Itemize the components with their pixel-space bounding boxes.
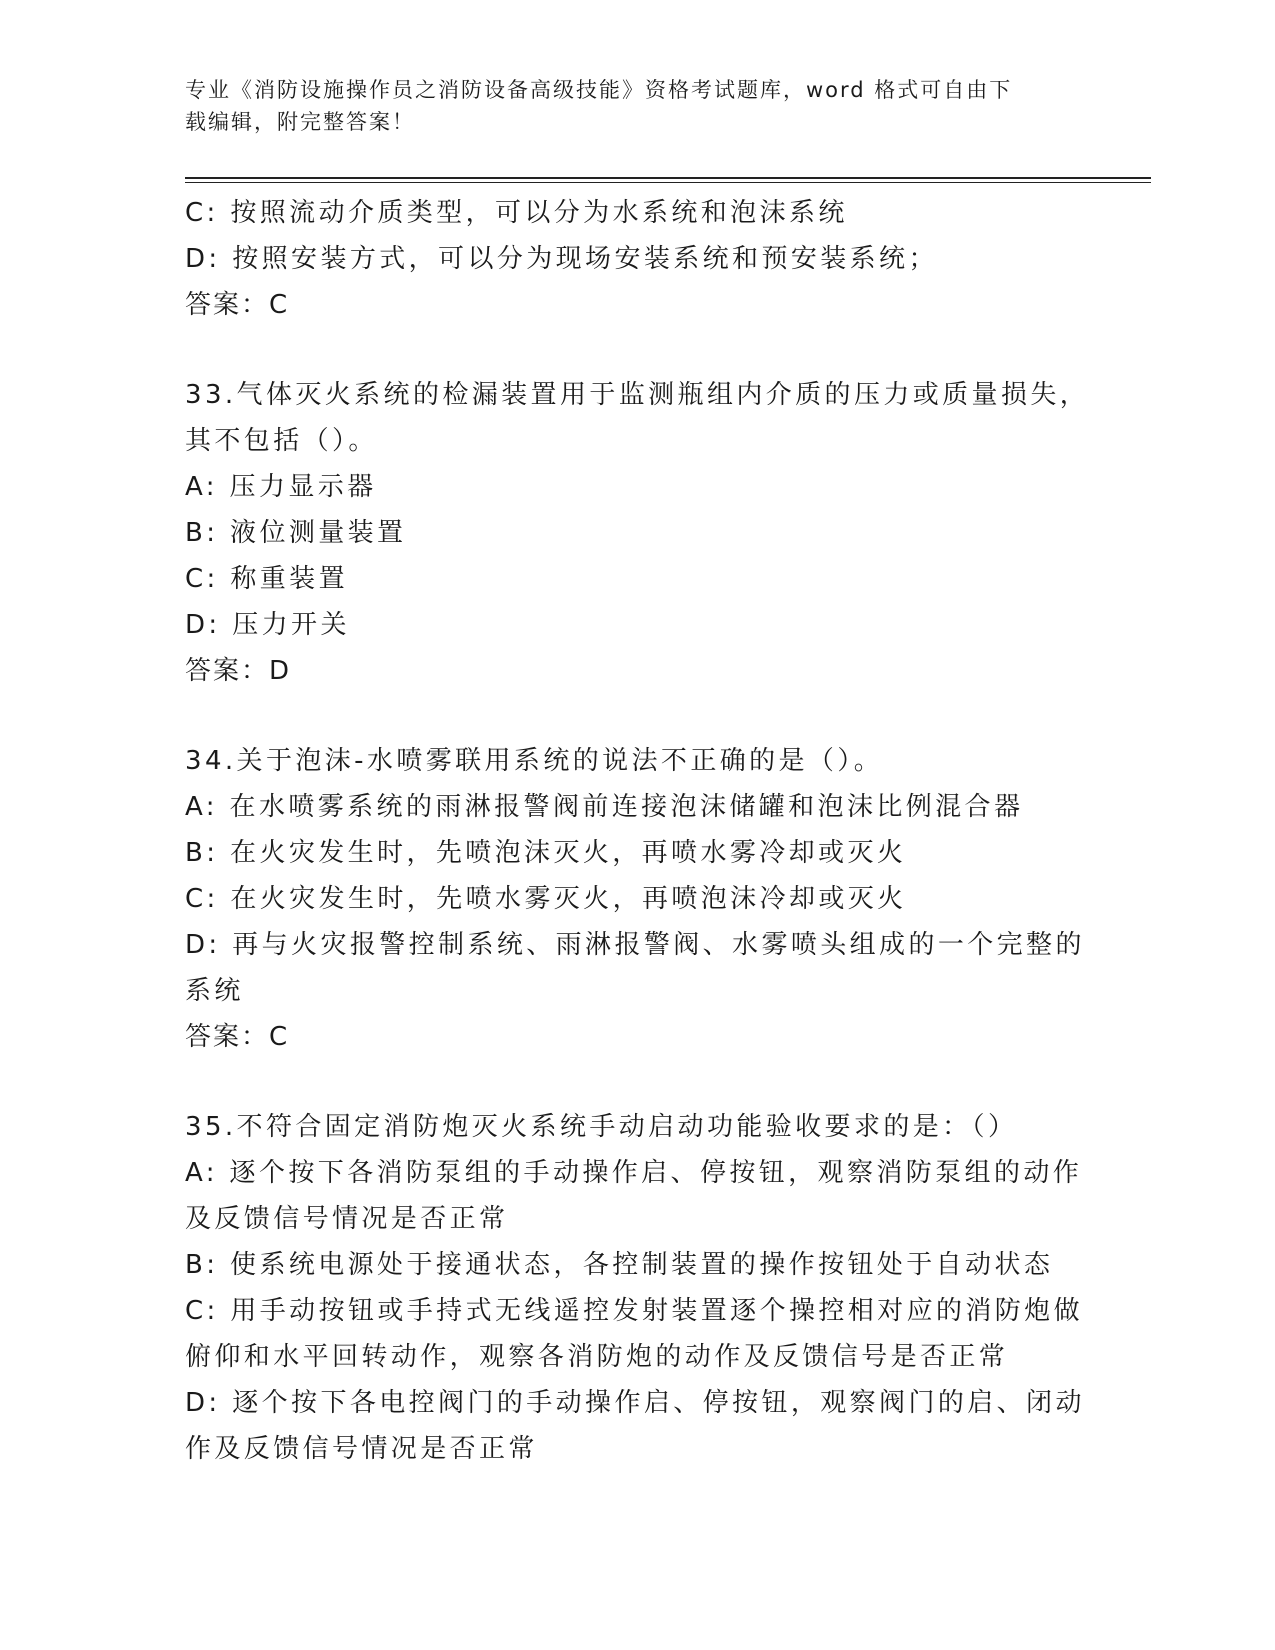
question-35-block: [185, 1104, 1085, 1472]
question-stem: 35.不符合固定消防炮灭火系统手动启动功能验收要求的是：（）: [185, 1112, 1018, 1142]
option-d: D: 逐个按下各电控阀门的手动操作启、停按钮，观察阀门的启、闭动: [185, 1388, 1085, 1418]
option-b: B: 使系统电源处于接通状态，各控制装置的操作按钮处于自动状态: [185, 1250, 1054, 1280]
header-rule-thin: [185, 182, 1151, 183]
option-b: B: 液位测量装置: [185, 518, 407, 548]
option-a: A: 压力显示器: [185, 472, 377, 502]
option-c-cont: 俯仰和水平回转动作，观察各消防炮的动作及反馈信号是否正常: [185, 1342, 1009, 1372]
option-c: C: 称重装置: [185, 564, 348, 594]
option-d-cont: 系统: [185, 976, 244, 1006]
answer-line: 答案：D: [185, 656, 292, 686]
option-c: C: 用手动按钮或手持式无线遥控发射装置逐个操控相对应的消防炮做: [185, 1296, 1083, 1326]
option-a-cont: 及反馈信号情况是否正常: [185, 1204, 509, 1234]
question-stem: 33.气体灭火系统的检漏装置用于监测瓶组内介质的压力或质量损失，: [185, 380, 1090, 410]
page-header: [185, 74, 1065, 138]
header-line-2: 载编辑，附完整答案！: [185, 110, 415, 134]
answer-line: 答案：C: [185, 1022, 290, 1052]
question-34-block: [185, 738, 1085, 1060]
question-stem: 34.关于泡沫-水喷雾联用系统的说法不正确的是（）。: [185, 746, 884, 776]
question-33-block: [185, 372, 1090, 694]
option-d: D: 压力开关: [185, 610, 350, 640]
option-d: D: 按照安装方式，可以分为现场安装系统和预安装系统；: [185, 244, 938, 274]
option-a: A: 在水喷雾系统的雨淋报警阀前连接泡沫储罐和泡沫比例混合器: [185, 792, 1024, 822]
option-b: B: 在火灾发生时，先喷泡沫灭火，再喷水雾冷却或灭火: [185, 838, 907, 868]
option-d: D: 再与火灾报警控制系统、雨淋报警阀、水雾喷头组成的一个完整的: [185, 930, 1085, 960]
option-a: A: 逐个按下各消防泵组的手动操作启、停按钮，观察消防泵组的动作: [185, 1158, 1083, 1188]
header-line-1: 专业《消防设施操作员之消防设备高级技能》资格考试题库，word 格式可自由下: [185, 78, 1013, 102]
header-rule-thick: [185, 177, 1151, 179]
prev-question-block: [185, 190, 1085, 328]
option-c: C: 在火灾发生时，先喷水雾灭火，再喷泡沫冷却或灭火: [185, 884, 907, 914]
question-content: [185, 190, 1090, 1472]
option-d-cont: 作及反馈信号情况是否正常: [185, 1434, 538, 1464]
answer-line: 答案：C: [185, 290, 290, 320]
option-c: C: 按照流动介质类型，可以分为水系统和泡沫系统: [185, 198, 848, 228]
question-stem-cont: 其不包括（）。: [185, 426, 378, 456]
